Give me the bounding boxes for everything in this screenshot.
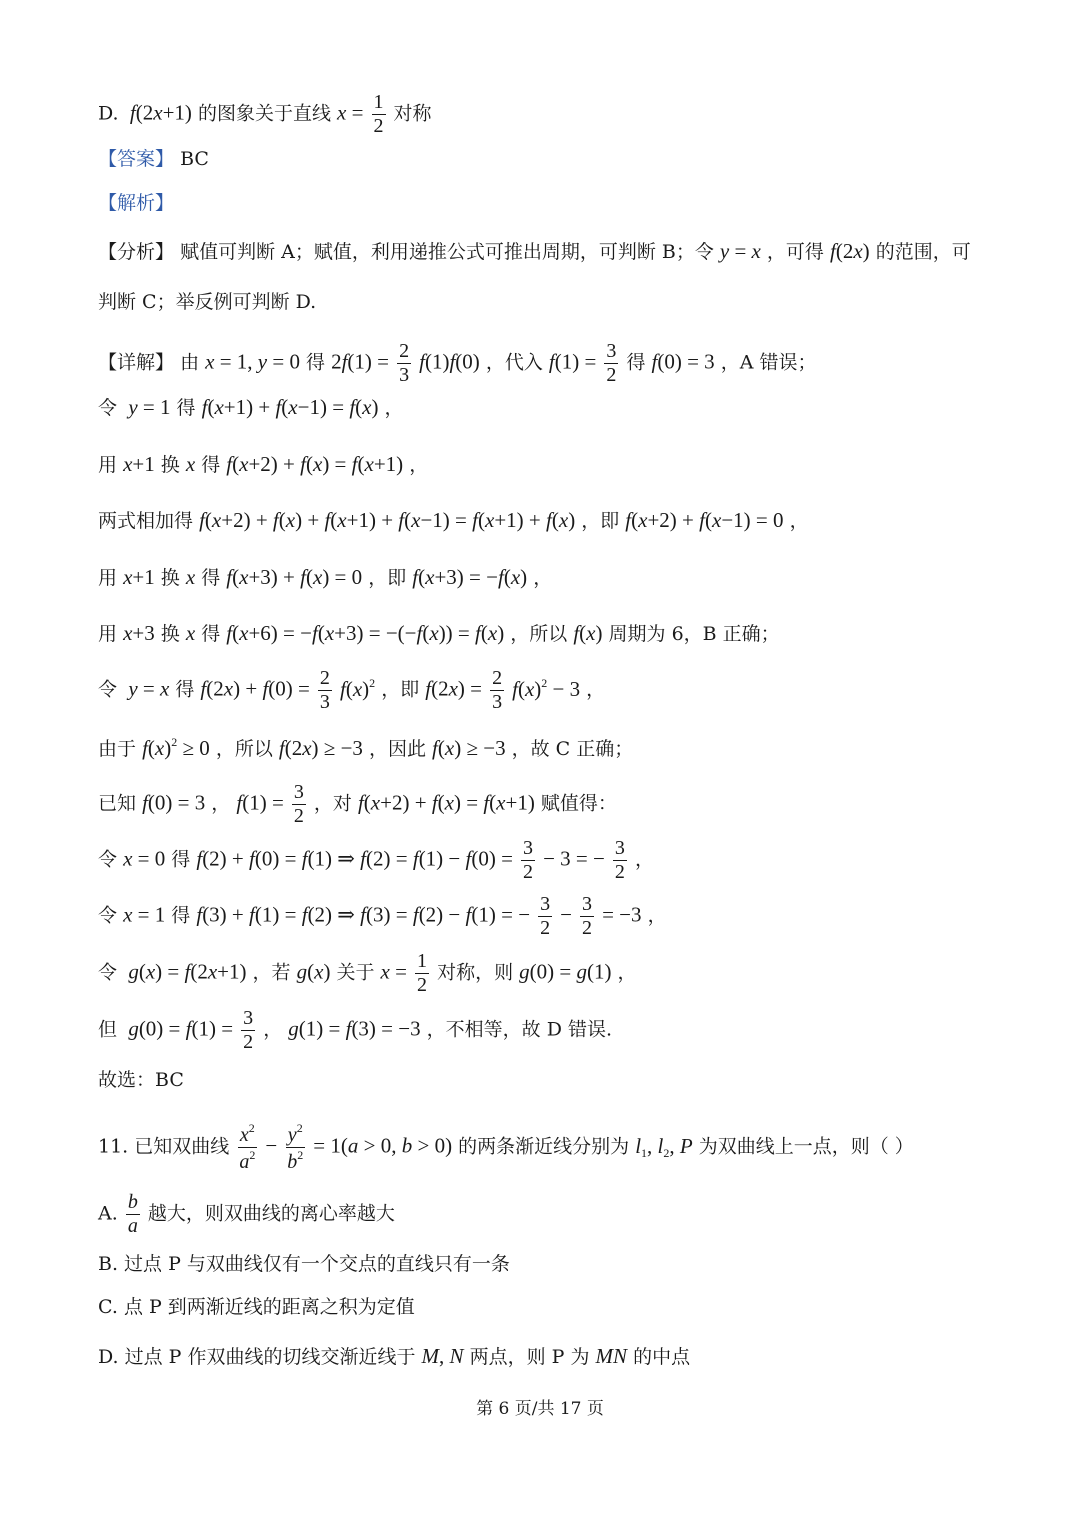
text: 由于: [98, 738, 137, 760]
text: 令: [98, 848, 118, 871]
text: 得: [626, 351, 646, 374]
math-expr: f(x): [573, 621, 603, 645]
option-text: 越大，则双曲线的离心率越大: [147, 1202, 395, 1225]
text: ，代入: [485, 351, 543, 374]
fraction: $\frac{x^2}{a^2}$: [239, 1121, 256, 1173]
text: 已知: [98, 792, 137, 815]
text: ，不相等，故 D 错误.: [426, 1018, 613, 1041]
math-expr: MN: [595, 1344, 628, 1368]
math-expr: g(1) = f(3) = −3: [288, 1016, 421, 1041]
math-expr: f(x+2) + f(x) = f(x+1): [357, 790, 535, 815]
text: 令: [98, 678, 118, 701]
detail-line-3: [98, 454, 428, 475]
question-text: 11. 已知双曲线: [98, 1135, 230, 1158]
text: 得: [171, 848, 191, 871]
math-expr: x = 0: [123, 846, 166, 871]
text: ，: [634, 848, 654, 871]
math-expr: $f(x)^2 \ge 0$: [142, 735, 210, 760]
answer-line: [98, 150, 209, 169]
fraction: $\frac{y^2}{b^2}$: [287, 1121, 304, 1173]
math-expr: f(1) =: [236, 790, 284, 815]
text: 换: [160, 623, 180, 645]
math-expr: $l_1$, $l_2$, P: [635, 1133, 693, 1160]
math-expr: x: [185, 565, 196, 589]
option-text: D. 过点 P 作双曲线的切线交渐近线于: [98, 1346, 416, 1368]
text: ，: [789, 510, 809, 532]
math-expr: f(1)f(0): [419, 349, 480, 374]
text: ，: [617, 961, 637, 984]
fenxi-text: 赋值可判断 A；赋值，利用递推公式可推出周期，可判断 B；令: [180, 241, 714, 263]
math-expr: g(x) = f(2x+1): [128, 959, 247, 984]
detail-line-6: [98, 623, 780, 644]
math-expr: f(2x+1): [129, 100, 192, 125]
question-text: 的两条渐近线分别为: [458, 1135, 630, 1158]
math-expr: − 3 = −: [543, 846, 605, 871]
fraction: $\frac{2}{3}$: [492, 667, 503, 713]
math-expr: 2f(1) =: [331, 349, 390, 374]
text: ，因此: [368, 738, 426, 760]
fenxi-tag: 【分析】: [98, 241, 175, 263]
text: 用: [98, 454, 118, 476]
math-expr: f(0) = 3: [142, 790, 206, 815]
text: ，: [586, 678, 606, 701]
math-expr: x =: [337, 100, 364, 125]
text: ，: [211, 792, 231, 815]
math-expr: f(0) = 3: [651, 349, 715, 374]
math-expr: g(0) = f(1) =: [128, 1016, 234, 1041]
text: 用: [98, 623, 118, 645]
math-expr: f(x+3) + f(x) = 0: [226, 565, 363, 589]
detail-line-12: [98, 951, 637, 996]
text: 但: [98, 1018, 118, 1041]
analysis-tag: 【解析】: [98, 192, 175, 214]
detail-line-2: [98, 397, 404, 418]
math-expr: x+1: [123, 565, 155, 589]
math-expr: y = x: [719, 239, 761, 263]
detail-line-5: [98, 567, 552, 588]
answer-value: BC: [180, 148, 209, 170]
text: ，对: [313, 792, 352, 815]
detail-line-10: [98, 838, 654, 883]
fraction: $\frac{3}{2}$: [523, 837, 534, 883]
text: 用: [98, 567, 118, 589]
fenxi-text: ，可得: [766, 241, 824, 263]
text: 得: [171, 904, 191, 927]
math-expr: x = 1: [123, 902, 166, 927]
text: ，即: [581, 510, 620, 532]
final-choice: 故选：BC: [98, 1069, 184, 1091]
option-label: A.: [98, 1202, 118, 1225]
text: 得: [175, 678, 195, 701]
math-expr: g(0) = g(1): [519, 959, 612, 984]
math-expr: f(x+2) + f(x) = f(x+1): [226, 452, 404, 476]
text: 令: [98, 397, 118, 419]
text: ，故 C 正确；: [511, 738, 634, 760]
detail-line-13: [98, 1008, 612, 1053]
math-expr: f(2) + f(0) = f(1) ⇒ f(2) = f(1) − f(0) =: [196, 846, 513, 871]
text: ，所以: [215, 738, 273, 760]
text: ，若: [252, 961, 291, 984]
math-expr: f(x+2) + f(x−1) = 0: [625, 508, 784, 532]
detail-line-11: [98, 894, 667, 939]
fraction: $\frac{1}{2}$: [373, 91, 384, 137]
text: 换: [160, 567, 180, 589]
fraction: $\frac{3}{2}$: [540, 893, 551, 939]
fraction: $\frac{3}{2}$: [582, 893, 593, 939]
math-expr: f(2x) ≥ −3: [278, 736, 363, 760]
text: ，: [263, 1018, 283, 1041]
text: 周期为 6，B 正确；: [608, 623, 780, 645]
detail-line-4: [98, 510, 809, 531]
math-expr: x: [185, 452, 196, 476]
page-footer: 第 6 页/共 17 页: [476, 1399, 604, 1419]
math-expr: x: [185, 621, 196, 645]
fraction: $\frac{2}{3}$: [399, 340, 410, 386]
fraction: $\frac{1}{2}$: [417, 950, 428, 996]
fraction: $\frac{3}{2}$: [606, 340, 617, 386]
fraction: $\frac{3}{2}$: [293, 781, 304, 827]
math-expr: x =: [380, 959, 407, 984]
fenxi-line-1: [98, 241, 971, 262]
detail-line-1: [98, 341, 817, 386]
math-expr: f(2x) + f(0) =: [200, 676, 310, 701]
math-expr: = −3: [602, 902, 642, 927]
detail-line-9: [98, 782, 617, 827]
text: ，所以: [510, 623, 568, 645]
math-expr: f(3) + f(1) = f(2) ⇒ f(3) = f(2) − f(1) = −: [196, 902, 531, 927]
text: 换: [160, 454, 180, 476]
math-expr: = 1(a > 0, b > 0): [313, 1133, 453, 1158]
math-expr: f(2x) =: [425, 676, 483, 701]
question-11: [98, 1122, 914, 1173]
fenxi-line-2: 判断 C；举反例可判断 D.: [98, 291, 317, 313]
detail-tag: 【详解】: [98, 351, 175, 374]
text: 令: [98, 961, 118, 984]
fraction: $\frac{2}{3}$: [319, 667, 330, 713]
fraction: $\frac{3}{2}$: [614, 837, 625, 883]
option-text: 的图象关于直线: [197, 102, 331, 125]
math-expr: M, N: [421, 1344, 464, 1368]
question-text: 为双曲线上一点，则（ ）: [698, 1135, 914, 1158]
q11-option-b: B. 过点 P 与双曲线仅有一个交点的直线只有一条: [98, 1253, 510, 1275]
text: 得: [201, 623, 221, 645]
math-expr: $f(x)^2 - 3$: [512, 675, 581, 701]
math-expr: x = 1, y = 0: [205, 349, 300, 374]
answer-tag: 【答案】: [98, 148, 175, 170]
text: 得: [176, 397, 196, 419]
option-text: 的中点: [633, 1346, 691, 1368]
fraction: $\frac{b}{a}$: [127, 1191, 138, 1237]
option-label: D.: [98, 102, 119, 125]
text: ，: [384, 397, 404, 419]
text: ，即: [368, 567, 407, 589]
text: 两式相加得: [98, 510, 194, 532]
text: 由: [180, 351, 200, 374]
math-expr: g(x): [296, 959, 331, 984]
text: ，A 错误；: [720, 351, 817, 374]
option-text: 对称: [393, 102, 432, 125]
q11-option-d: [98, 1346, 690, 1367]
math-expr: y = x: [128, 676, 170, 701]
math-expr: y = 1: [128, 395, 171, 419]
text: ，: [409, 454, 429, 476]
math-expr: f(x+2) + f(x) + f(x+1) + f(x−1) = f(x+1) + f(x): [199, 508, 576, 532]
math-expr: x+1: [123, 452, 155, 476]
text: 得: [201, 454, 221, 476]
math-expr: f(x+1) + f(x−1) = f(x): [201, 395, 379, 419]
math-expr: $f(x)^2$: [339, 675, 376, 701]
option-text: 两点，则 P 为: [469, 1346, 590, 1368]
text: 得: [306, 351, 326, 374]
text: 赋值得：: [540, 792, 617, 815]
math-expr: f(x+6) = −f(x+3) = −(−f(x)) = f(x): [226, 621, 505, 645]
math-expr: −: [560, 902, 572, 927]
text: ，即: [381, 678, 420, 701]
q11-option-a: [98, 1192, 395, 1237]
prev-option-d: [98, 92, 432, 137]
math-expr: x+3: [123, 621, 155, 645]
math-expr: f(x) ≥ −3: [432, 736, 506, 760]
text: ，: [647, 904, 667, 927]
math-expr: −: [265, 1133, 278, 1158]
text: 令: [98, 904, 118, 927]
detail-line-8: [98, 736, 633, 759]
fenxi-text: 的范围，可: [875, 241, 971, 263]
text: 关于: [336, 961, 375, 984]
math-expr: f(x+3) = −f(x): [412, 565, 528, 589]
math-expr: f(2x): [829, 239, 870, 263]
q11-option-c: C. 点 P 到两渐近线的距离之积为定值: [98, 1296, 415, 1318]
math-expr: f(1) =: [548, 349, 597, 374]
text: ，: [533, 567, 553, 589]
text: 得: [201, 567, 221, 589]
text: 对称，则: [437, 961, 514, 984]
detail-line-7: [98, 668, 605, 713]
fraction: $\frac{3}{2}$: [243, 1007, 254, 1053]
